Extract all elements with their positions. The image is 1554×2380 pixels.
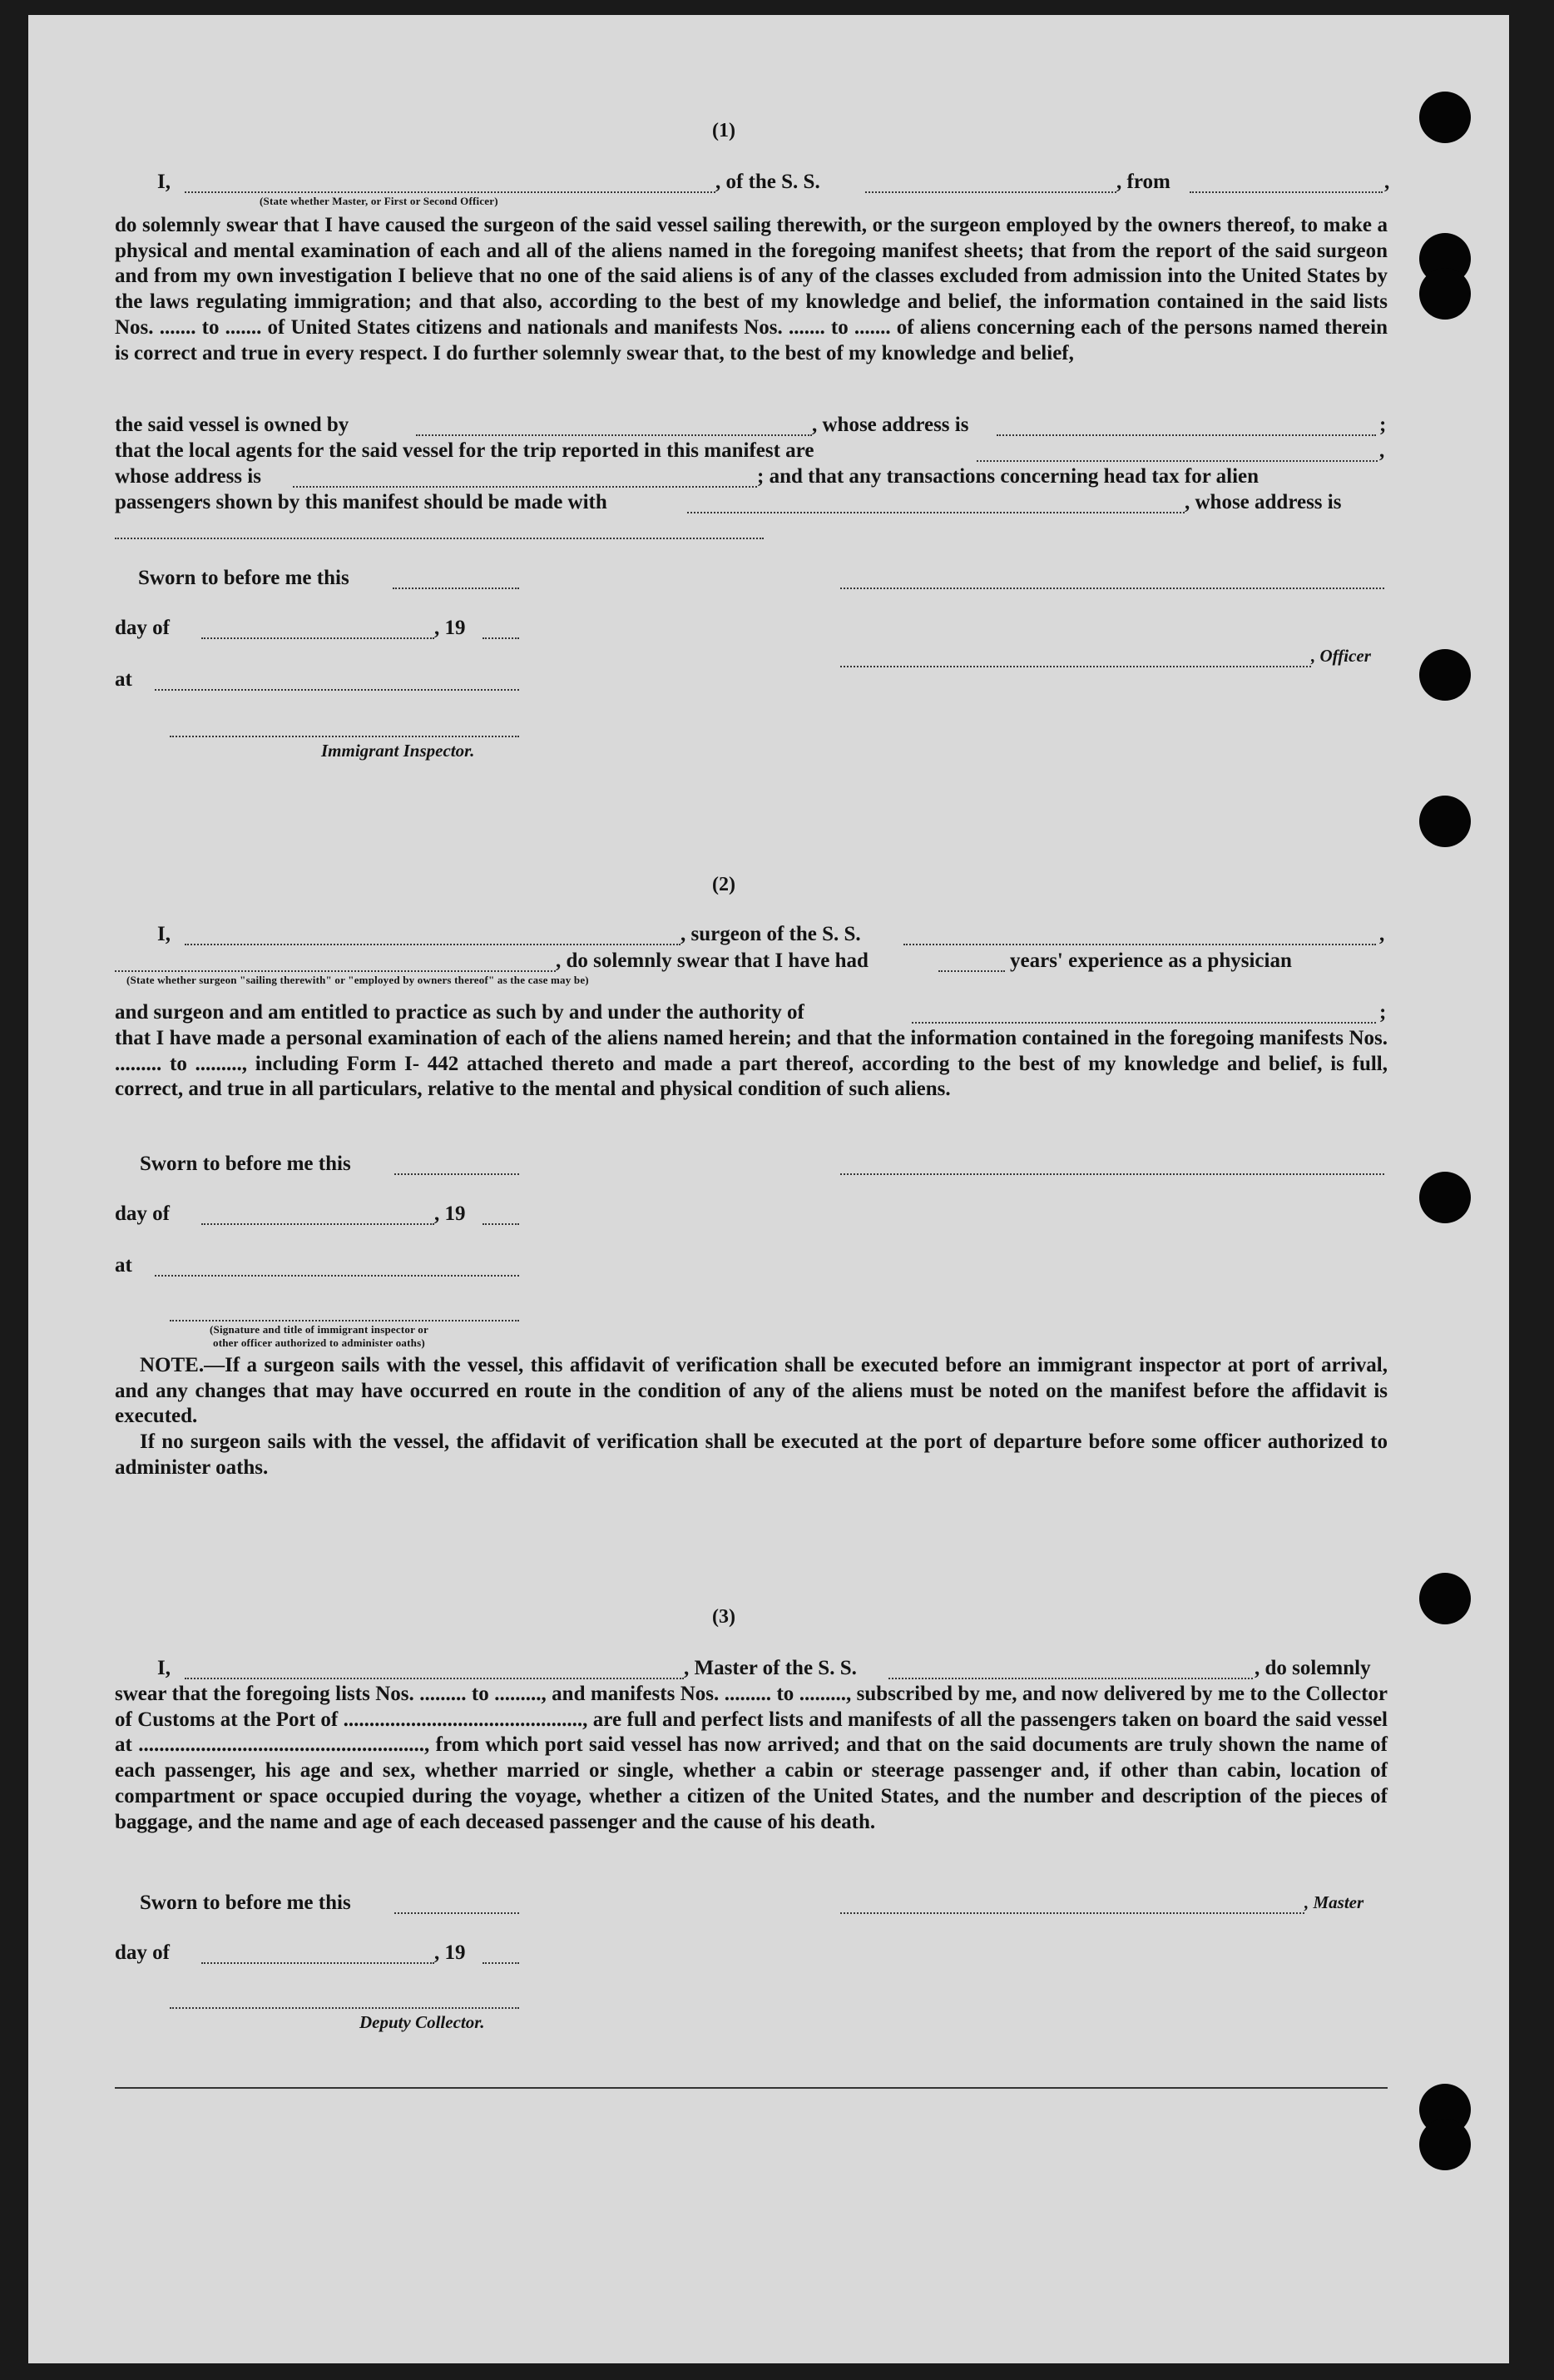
- officer-signature-line[interactable]: [840, 588, 1384, 589]
- owner-address-label: , whose address is: [812, 414, 969, 436]
- manifest-affidavit-page: (1) I, , of the S. S. , from , (State whether Master, or First or Second Officer) do solemnly swear that I have caused the surgeon of the said vessel sailing therewith, or the surgeon employed by the owners thereof, to make a physical and mental examination of each and all of the aliens named in the foregoing manifest sheets; that from the report of the said surgeon and from my own investigation I believe that no one of the said aliens is of any of the classes excluded from admission into the United States by the laws regulating immigration; and that also, according to the best of my knowledge and belief, the information contained in the said lists Nos. ....... to ....... of United States citizens and nationals and manifests Nos. ....... to ....... of aliens concerning each of the persons named therein is correct and true in every respect. I do further solemnly swear that, to the best of my knowledge and belief, the said vessel is owned by , whose address is ; that the local agents for the said vessel for the trip reported in this manifest are , whose address is ; and that any transactions concerning head tax for alien passengers shown by this manifest should be made with , whose address is Sworn to before me this day of , 19 , Officer at Immigrant Inspector. (2) I, , surgeon of the S. S. , , do solemnly swear that I have had years' experience as a physician (State whether surgeon "sailing therewith" or "employed by owners thereof" as the case may be) and surgeon and am entitled to practice as such by and under the authority of ; that I have made a personal examination of each of the aliens named herein; and that the information contained in the foregoing manifests Nos. ......... to ........., including Form I- 442 attached thereto and made a part thereof, according to the best of my knowledge and belief, is full, correct, and true in all particulars, relative to the mental and physical condition of such aliens. Sworn to before me this day of , 19 at (Signature and title of immigrant inspector or other officer authorized to administer oaths) NOTE.—If a surgeon sails with the vessel, this affidavit of verification shall be executed before an immigrant inspector at port of arrival, and any changes that may have occurred en route in the condition of any of the aliens must be noted on the manifest before the affidavit is executed. If no surgeon sails with the vessel, the affidavit of verification shall be executed at the port of departure before some officer authorized to administer oaths. (3) I, , Master of the S. S. , do solemnly swear that the foregoing lists Nos. ......... to ........., and manifests Nos. ......... to ........., subscribed by me, and now delivered by me to the Collector of Customs at the Port of .............................................., are full and perfect lists and manifests of all the passengers taken on board the said vessel at ......................................................., from which port said vessel has now arrived; and that on the said documents are truly shown the name of each passenger, his age and sex, whether married or single, whether a cabin or steerage passenger and, if other than cabin, location of compartment or space occupied during the voyage, whether a citizen of the United States, and the number and description of the pieces of baggage, and the name and age of each deceased passenger and the cause of his death. Sworn to before me this , Master day of , 19 Deputy Collector.: [28, 15, 1509, 2363]
- local-agents-field[interactable]: [977, 460, 1378, 462]
- day-of-label: day of: [115, 617, 170, 639]
- bottom-rule: [115, 2087, 1388, 2089]
- master-note: (State whether Master, or First or Second Officer): [260, 195, 498, 207]
- authority-label: and surgeon and am entitled to practice as such by and under the authority of: [115, 1001, 804, 1024]
- binder-hole: [1419, 1172, 1471, 1223]
- binder-hole: [1419, 2119, 1471, 2170]
- master-name-field[interactable]: [185, 1678, 684, 1679]
- years-field[interactable]: [938, 970, 1005, 972]
- binder-hole: [1419, 1573, 1471, 1624]
- year-label: , 19: [434, 1202, 466, 1225]
- day-of-label: day of: [115, 1202, 170, 1225]
- from-port-field[interactable]: [1190, 191, 1383, 193]
- local-agents-label: that the local agents for the said vessel for the trip reported in this manifest are: [115, 439, 814, 462]
- surgeon-note-paragraph: NOTE.—If a surgeon sails with the vessel, this affidavit of verification shall be executed before an immigrant inspector at port of arrival, and any changes that may have occurred en route in the condition of any of the aliens must be noted on the manifest before the affidavit is executed.: [115, 1354, 1388, 1428]
- inspector-signature-line[interactable]: [170, 1320, 519, 1321]
- surgeon-vessel-field[interactable]: [903, 944, 1376, 945]
- i-label: I,: [157, 171, 171, 193]
- at-label: at: [115, 1254, 132, 1277]
- head-tax-address-field[interactable]: [115, 538, 764, 539]
- master-label: , Master: [1304, 1892, 1364, 1912]
- i-label: I,: [157, 1657, 171, 1679]
- surgeon-of-label: , surgeon of the S. S.: [680, 923, 861, 945]
- day-of-month-field[interactable]: [201, 1962, 434, 1964]
- year-field[interactable]: [483, 637, 519, 639]
- at-label: at: [115, 668, 132, 691]
- authority-field[interactable]: [912, 1022, 1376, 1024]
- surgeon-note: (State whether surgeon "sailing therewith" or "employed by owners thereof" as the case may be): [126, 974, 589, 986]
- surgeon-signature-line[interactable]: [840, 1173, 1384, 1175]
- years-experience-label: years' experience as a physician: [1010, 950, 1292, 972]
- signature-note: other officer authorized to administer oaths): [213, 1336, 425, 1349]
- section-2-number: (2): [712, 874, 735, 895]
- head-tax-label: ; and that any transactions concerning head tax for alien: [757, 465, 1260, 488]
- year-field[interactable]: [483, 1223, 519, 1225]
- agent-address-field[interactable]: [293, 486, 757, 488]
- sworn-day-field[interactable]: [393, 588, 519, 589]
- surgeon-status-field[interactable]: [115, 970, 556, 972]
- do-swear-label: , do solemnly swear that I have had: [556, 950, 869, 972]
- surgeon-name-field[interactable]: [185, 944, 680, 945]
- inspector-signature-line[interactable]: [170, 736, 519, 737]
- year-label: , 19: [434, 1941, 466, 1964]
- from-label: , from: [1116, 171, 1170, 193]
- officer-line[interactable]: [840, 666, 1311, 667]
- section-2-paragraph: that I have made a personal examination of each of the aliens named herein; and that the information contained in the foregoing manifests Nos. ......... to ........., including Form I- 442 attached thereto and made a part thereof, according to the best of my knowledge and belief, is full, correct, and true in all particulars, relative to the mental and physical condition of such aliens.: [115, 1027, 1388, 1101]
- head-tax-agent-field[interactable]: [687, 512, 1185, 513]
- year-label: , 19: [434, 617, 466, 639]
- binder-hole: [1419, 268, 1471, 320]
- immigrant-inspector-label: Immigrant Inspector.: [321, 741, 475, 761]
- signature-note: (Signature and title of immigrant inspector or: [210, 1323, 428, 1336]
- day-of-label: day of: [115, 1941, 170, 1964]
- master-name-field[interactable]: [185, 191, 715, 193]
- section-3-number: (3): [712, 1606, 735, 1628]
- owner-address-field[interactable]: [997, 434, 1376, 436]
- master-of-label: , Master of the S. S.: [684, 1657, 857, 1679]
- master-vessel-field[interactable]: [888, 1678, 1253, 1679]
- no-surgeon-paragraph: If no surgeon sails with the vessel, the affidavit of verification shall be executed at the port of departure before some officer authorized to administer oaths.: [115, 1430, 1388, 1479]
- officer-label: , Officer: [1311, 646, 1371, 666]
- passengers-shown-label: passengers shown by this manifest should be made with: [115, 491, 607, 513]
- day-of-month-field[interactable]: [201, 637, 434, 639]
- master-signature-line[interactable]: [840, 1912, 1304, 1914]
- at-place-field[interactable]: [155, 1275, 519, 1277]
- sworn-label: Sworn to before me this: [138, 567, 349, 589]
- at-place-field[interactable]: [155, 689, 519, 691]
- do-solemnly-label: , do solemnly: [1255, 1657, 1371, 1679]
- binder-hole: [1419, 92, 1471, 143]
- of-ss-label: , of the S. S.: [715, 171, 820, 193]
- day-of-month-field[interactable]: [201, 1223, 434, 1225]
- sworn-label: Sworn to before me this: [140, 1892, 351, 1914]
- vessel-name-field[interactable]: [865, 191, 1116, 193]
- year-field[interactable]: [483, 1962, 519, 1964]
- owned-by-label: the said vessel is owned by: [115, 414, 349, 436]
- section-1-number: (1): [712, 120, 735, 141]
- binder-hole: [1419, 649, 1471, 701]
- binder-hole: [1419, 796, 1471, 847]
- section-1-paragraph: do solemnly swear that I have caused the surgeon of the said vessel sailing therewith, or the surgeon employed by the owners thereof, to make a physical and mental examination of each and all of the aliens named in the foregoing manifest sheets; that from the report of the said surgeon and from my own investigation I believe that no one of the said aliens is of any of the classes excluded from admission into the United States by the laws regulating immigration; and that also, according to the best of my knowledge and belief, the information contained in the said lists Nos. ....... to ....... of United States citizens and nationals and manifests Nos. ....... to ....... of aliens concerning each of the persons named therein is correct and true in every respect. I do further solemnly swear that, to the best of my knowledge and belief,: [115, 214, 1388, 364]
- owner-field[interactable]: [416, 434, 812, 436]
- sworn-label: Sworn to before me this: [140, 1153, 351, 1175]
- agent-address-label: whose address is: [115, 465, 261, 488]
- i-label: I,: [157, 923, 171, 945]
- deputy-collector-label: Deputy Collector.: [359, 2012, 485, 2032]
- sworn-day-field[interactable]: [394, 1173, 519, 1175]
- sworn-day-field[interactable]: [394, 1912, 519, 1914]
- collector-signature-line[interactable]: [170, 2007, 519, 2009]
- section-3-paragraph: swear that the foregoing lists Nos. ......... to ........., and manifests Nos. ......... to ........., subscribed by me, and now delivered by me to the Collector of Customs at the Port of .............................................., are full and perfect lists and manifests of all the passengers taken on board the said vessel at ......................................................., from which port said vessel has now arrived; and that on the said documents are truly shown the name of each passenger, his age and sex, whether married or single, whether a cabin or steerage passenger and, if other than cabin, location of compartment or space occupied during the voyage, whether a citizen of the United States, and the number and description of the pieces of baggage, and the name and age of each deceased passenger and the cause of his death.: [115, 1683, 1388, 1833]
- head-tax-address-label: , whose address is: [1185, 491, 1342, 513]
